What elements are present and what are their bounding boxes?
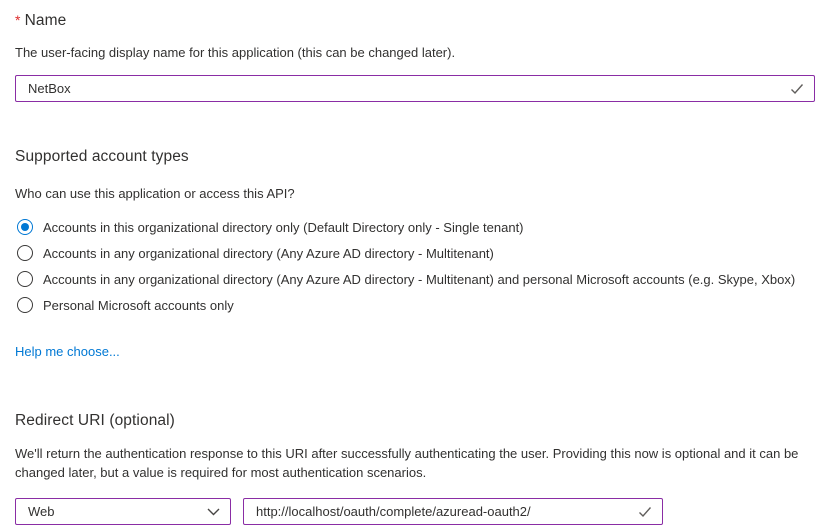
account-types-question: Who can use this application or access this API? <box>15 186 295 201</box>
radio-button-icon <box>17 219 33 235</box>
redirect-uri-description: We'll return the authentication response to this URI after successfully authenticating the user. Providing this now is optional and it can be changed later, but a value is required for most authentication scenarios. <box>15 446 799 480</box>
name-input[interactable] <box>28 81 782 96</box>
radio-multitenant-personal[interactable] <box>15 266 815 292</box>
platform-select[interactable] <box>15 498 231 525</box>
radio-label: Accounts in any organizational directory (Any Azure AD directory - Multitenant) <box>43 245 494 261</box>
required-asterisk: * <box>15 12 21 28</box>
name-section-title <box>15 12 815 30</box>
chevron-down-icon <box>207 508 220 516</box>
name-title-text: Name <box>24 12 67 29</box>
checkmark-icon <box>790 83 804 95</box>
radio-button-icon <box>17 271 33 287</box>
redirect-uri-title: Redirect URI (optional) <box>15 412 175 429</box>
radio-multitenant[interactable] <box>15 240 815 266</box>
help-me-choose-link[interactable]: Help me choose... <box>15 344 120 359</box>
platform-select-value: Web <box>28 504 55 519</box>
account-types-radio-group <box>15 214 815 318</box>
radio-personal-only[interactable] <box>15 292 815 318</box>
radio-label: Accounts in any organizational directory (Any Azure AD directory - Multitenant) and personal Microsoft accounts (e.g. Skype, Xbox) <box>43 271 796 287</box>
account-types-title: Supported account types <box>15 148 189 165</box>
radio-button-icon <box>17 245 33 261</box>
redirect-uri-input[interactable] <box>256 504 630 519</box>
name-description: The user-facing display name for this application (this can be changed later). <box>15 45 456 60</box>
radio-label: Personal Microsoft accounts only <box>43 297 234 313</box>
redirect-uri-input-container <box>243 498 663 525</box>
name-input-container <box>15 75 815 102</box>
radio-label: Accounts in this organizational directory only (Default Directory only - Single tenant) <box>43 219 524 235</box>
radio-single-tenant[interactable] <box>15 214 815 240</box>
radio-button-icon <box>17 297 33 313</box>
